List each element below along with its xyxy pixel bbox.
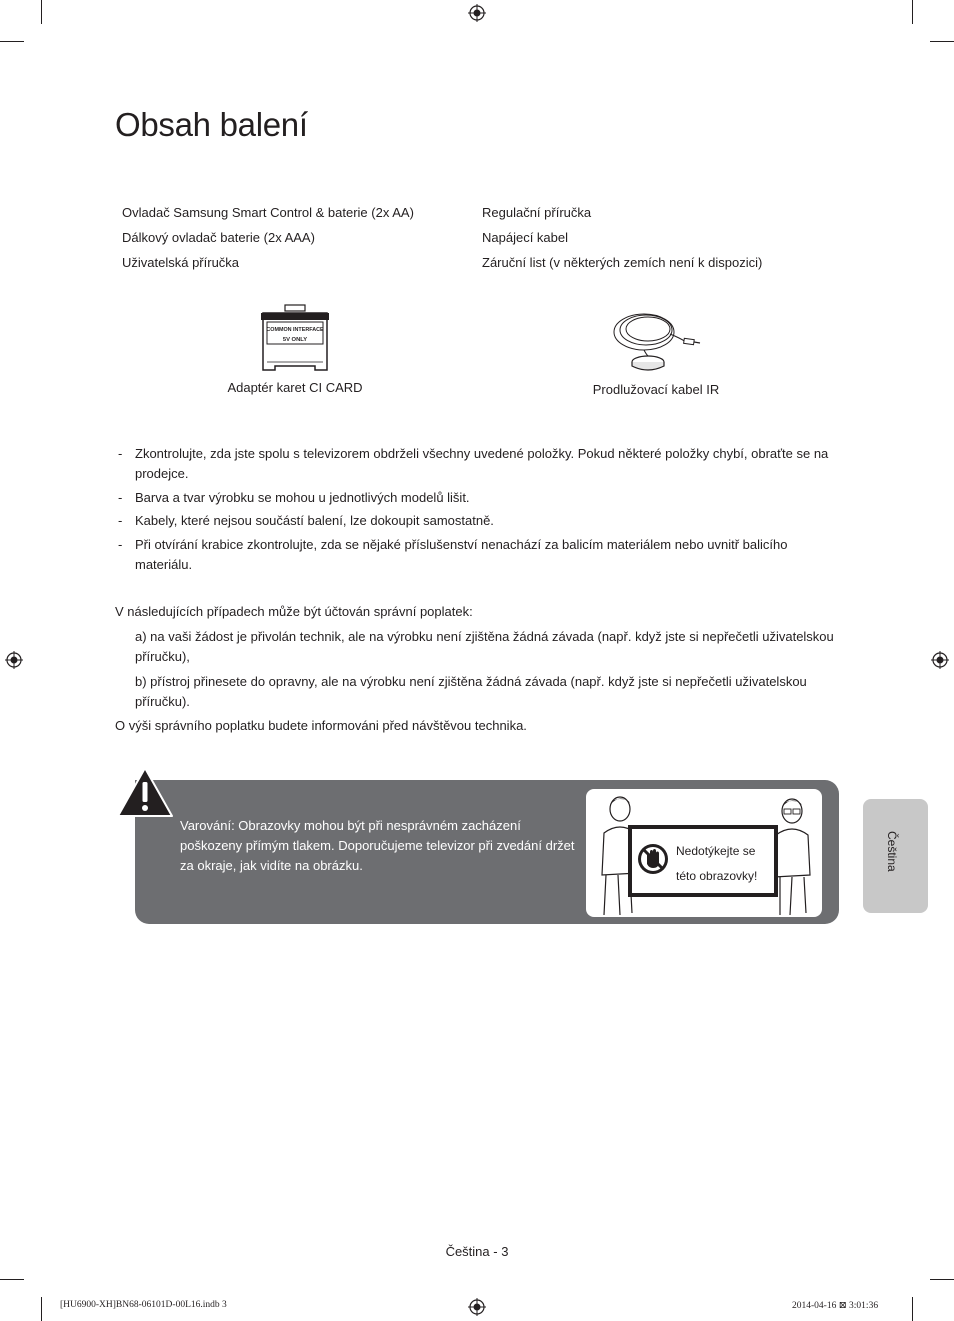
package-item: Ovladač Samsung Smart Control & baterie (2x AA) bbox=[122, 205, 414, 220]
crop-mark bbox=[912, 0, 913, 24]
warning-triangle-icon bbox=[116, 766, 174, 818]
note-item: - Zkontrolujte, zda jste spolu s televizorem obdrželi všechny uvedené položky. Pokud některé položky chybí, obraťte se na prodejce. bbox=[118, 446, 829, 481]
fee-case-b: b) přístroj přinesete do opravny, ale na výrobku není zjištěna žádná závada (např. když jste si nepřečetli uživatelskou příručku). bbox=[135, 673, 807, 709]
note-dash: - bbox=[118, 446, 123, 461]
registration-mark-icon bbox=[468, 4, 486, 22]
package-item: Záruční list (v některých zemích není k dispozici) bbox=[482, 255, 763, 270]
crop-mark bbox=[0, 1279, 24, 1280]
ci-adapter-caption: Adaptér karet CI CARD bbox=[227, 380, 363, 395]
page-title: Obsah balení bbox=[115, 106, 308, 143]
note-dash: - bbox=[118, 513, 123, 528]
note-dash: - bbox=[118, 536, 123, 552]
package-item: Regulační příručka bbox=[482, 205, 592, 220]
fee-intro: V následujících případech může být účtován správní poplatek: bbox=[115, 604, 473, 619]
language-tab-label: Čeština bbox=[885, 831, 899, 872]
warning-body: : Obrazovky mohou být při nesprávném zacházení poškozeny přímým tlakem. Doporučujeme televizor při zvedání držet za okraje, jak vidíte na obrázku. bbox=[180, 818, 575, 873]
crop-mark bbox=[912, 1297, 913, 1321]
registration-mark-icon bbox=[468, 1298, 486, 1316]
no-touch-hand-icon bbox=[636, 842, 670, 876]
fee-case-a: a) na vaši žádost je přivolán technik, ale na výrobku není zjištěna žádná závada (např. když jste si nepřečetli uživatelskou příručku), bbox=[135, 629, 834, 664]
warning-text bbox=[180, 816, 580, 876]
warning-illustration bbox=[586, 789, 822, 917]
ci-card-adapter-icon bbox=[259, 304, 331, 374]
package-items-right bbox=[482, 200, 842, 275]
package-items-left bbox=[122, 200, 472, 275]
note-item: - Kabely, které nejsou součástí balení, lze dokoupit samostatně. bbox=[115, 511, 837, 531]
note-dash: - bbox=[118, 489, 123, 505]
registration-mark-icon bbox=[931, 651, 949, 669]
page-number: Čeština - 3 bbox=[445, 1244, 509, 1259]
ir-cable-figure bbox=[556, 304, 756, 397]
package-item: Napájecí kabel bbox=[482, 230, 568, 245]
fee-section bbox=[115, 602, 837, 736]
notes-list bbox=[115, 444, 837, 578]
ir-extender-cable-icon bbox=[608, 304, 704, 376]
note-item: - Při otvírání krabice zkontrolujte, zda se nějaké příslušenství nenachází za balicím materiálem nebo uvnitř balicího materiálu. bbox=[118, 536, 788, 572]
tv-warning-message: Nedotýkejte se této obrazovky! bbox=[676, 844, 758, 883]
crop-mark bbox=[0, 41, 24, 42]
print-slug-date: 2014-04-16 ⊠ 3:01:36 bbox=[792, 1301, 879, 1311]
ci-label-line1: COMMON INTERFACE bbox=[266, 327, 324, 333]
language-tab bbox=[863, 799, 928, 913]
note-item: - Barva a tvar výrobku se mohou u jednotlivých modelů lišit. bbox=[115, 488, 837, 508]
print-slug-file: [HU6900-XH]BN68-06101D-00L16.indb 3 bbox=[60, 1300, 227, 1310]
crop-mark bbox=[930, 1279, 954, 1280]
tv-screen bbox=[628, 825, 778, 897]
crop-mark bbox=[41, 0, 42, 24]
ir-cable-caption: Prodlužovací kabel IR bbox=[592, 382, 720, 397]
crop-mark bbox=[930, 41, 954, 42]
ci-adapter-figure bbox=[195, 304, 395, 395]
package-item: Uživatelská příručka bbox=[122, 255, 240, 270]
package-item: Dálkový ovladač baterie (2x AAA) bbox=[122, 230, 315, 245]
crop-mark bbox=[41, 1297, 42, 1321]
registration-mark-icon bbox=[5, 651, 23, 669]
fee-closing: O výši správního poplatku budete informováni před návštěvou technika. bbox=[115, 717, 527, 733]
warning-label: Varování bbox=[180, 818, 232, 833]
ci-label-line2: 5V ONLY bbox=[282, 337, 308, 343]
